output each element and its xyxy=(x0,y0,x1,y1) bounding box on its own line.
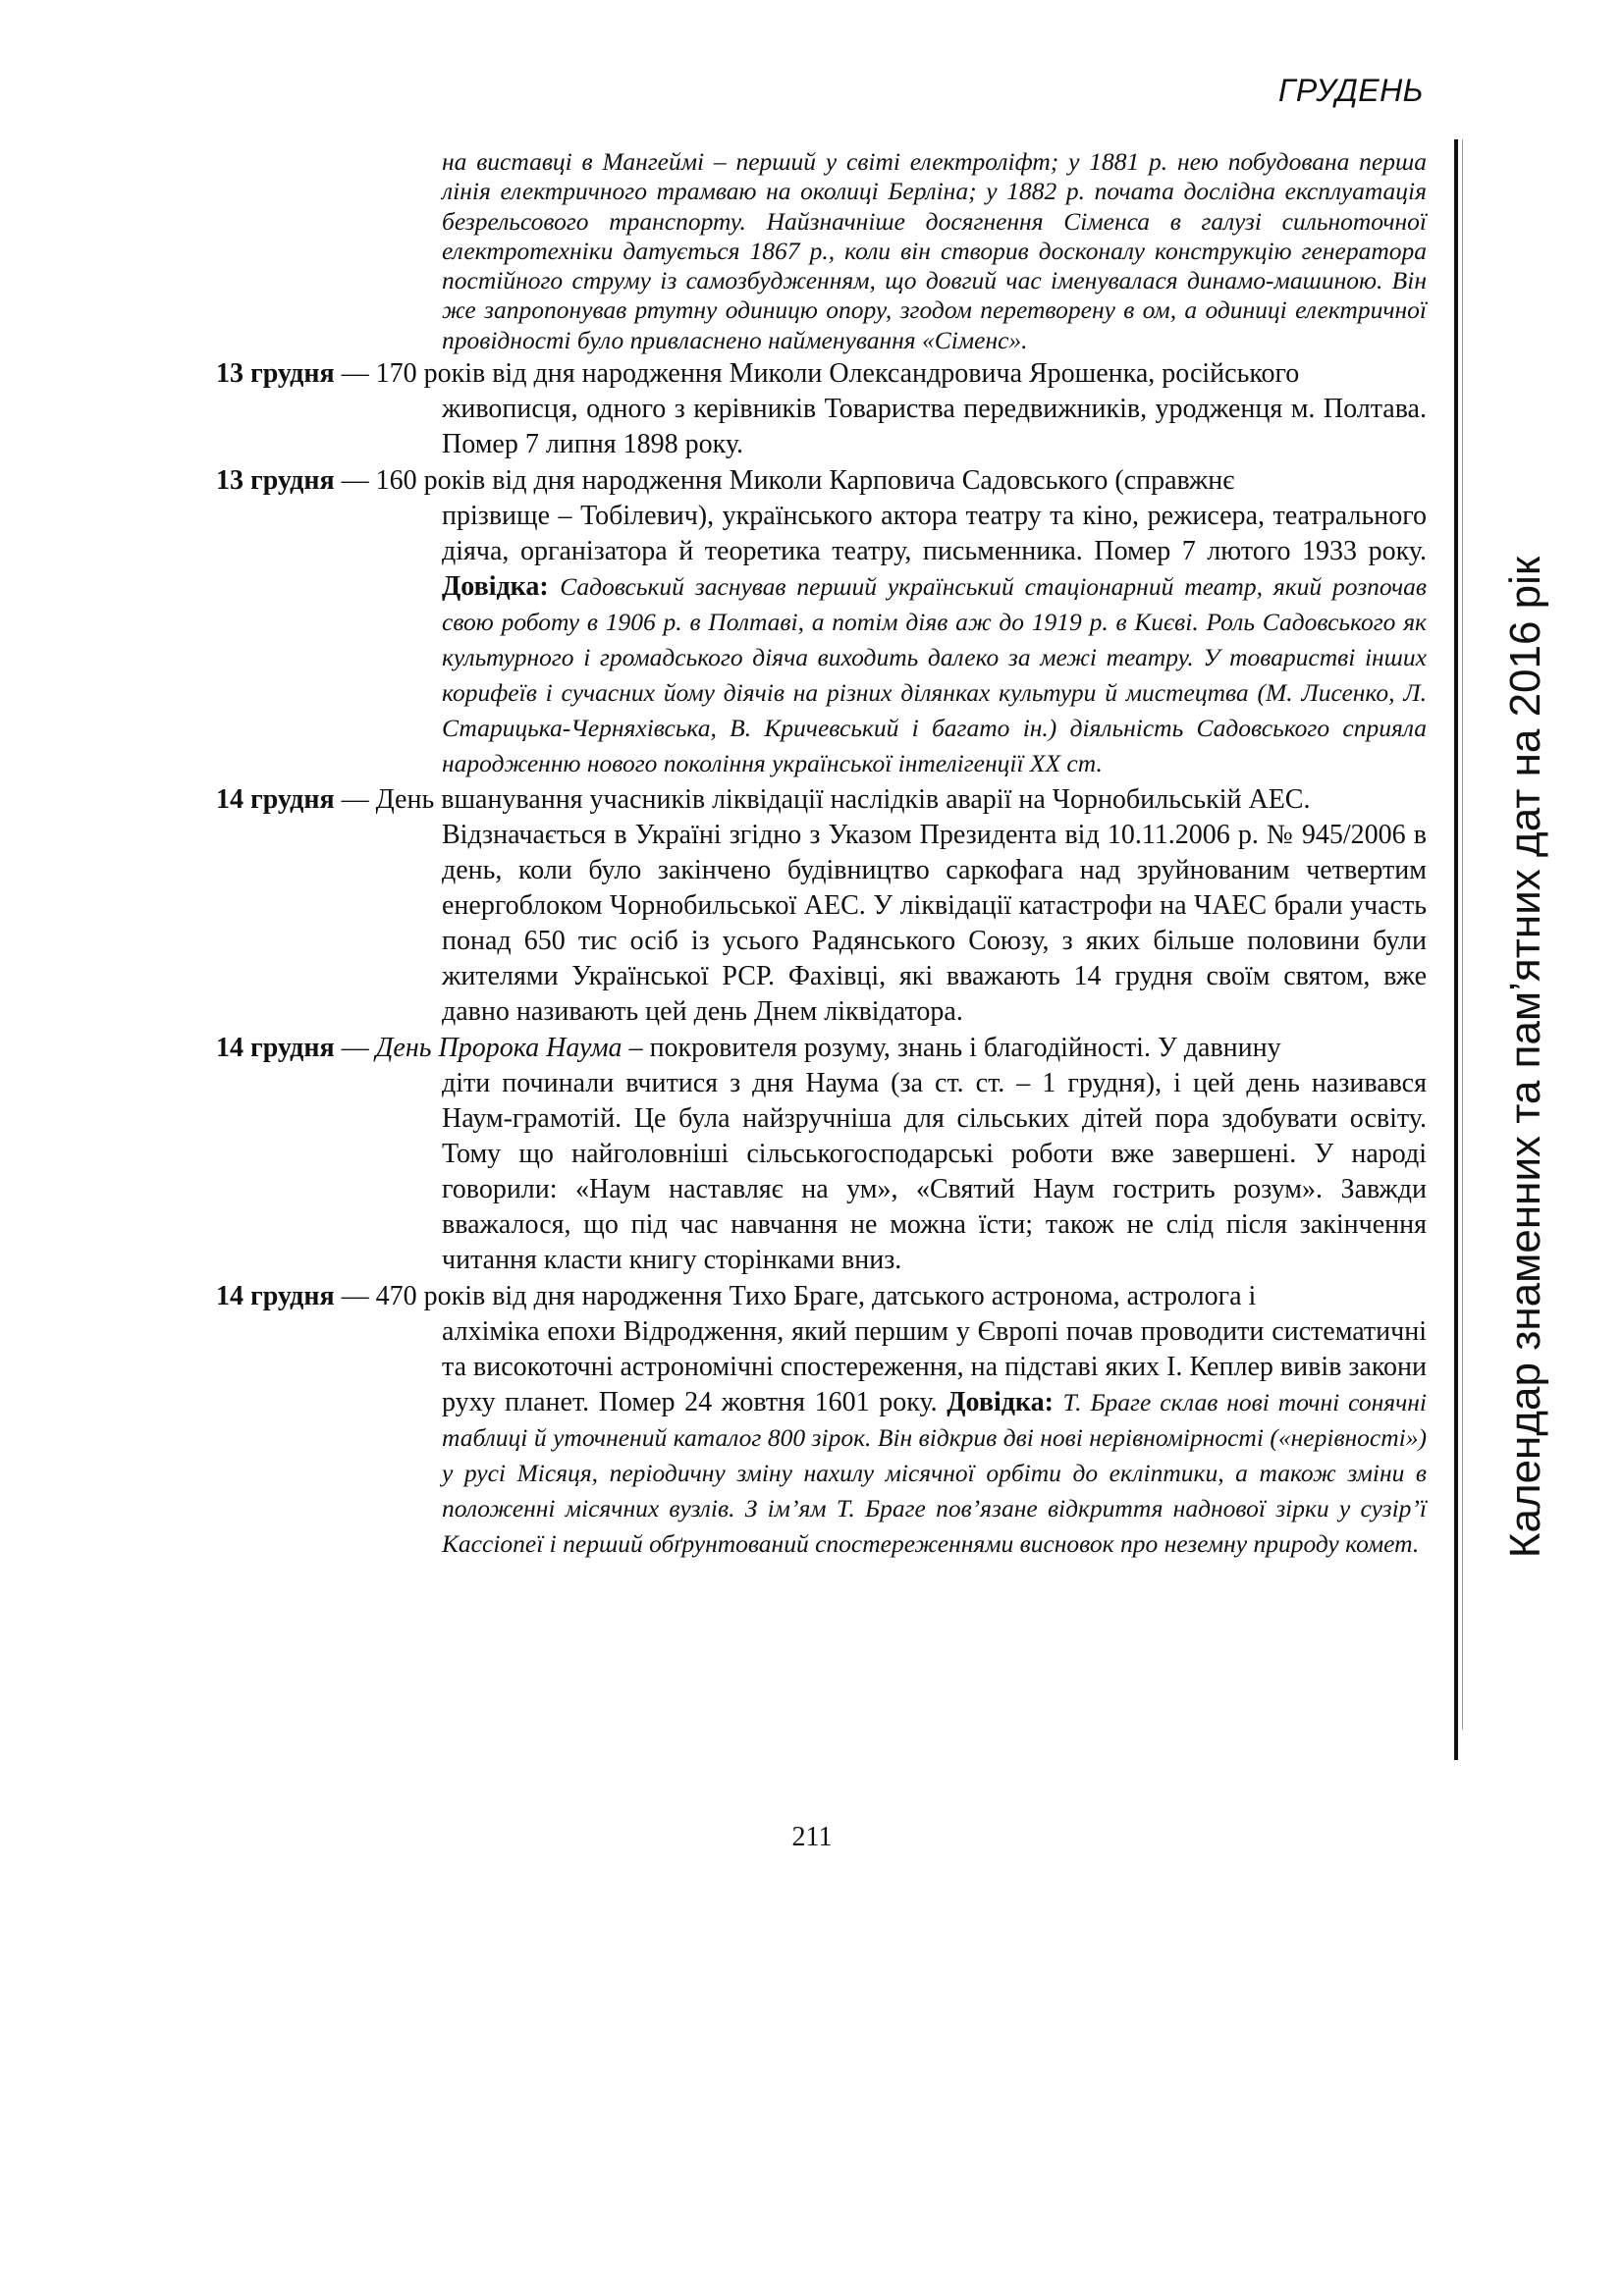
side-title: Календар знаменних та пам’ятних дат на 2016 рік xyxy=(1501,556,1549,1559)
entry-dash: — xyxy=(334,465,376,497)
continuation-paragraph: на виставці в Мангеймі – перший у світі електроліфт; у 1881 р. нею побудована перша лінія електричного трамваю на околиці Берліна; у 1882 р. почата дослідна експлуатація безрельсового транспорту. Найзначніше досягнення Сіменса в галузі сильноточної електротехніки датується 1867 р., коли він створив досконалу конструкцію генератора постійного струму із самозбудженням, що довгий час іменувалася динамо-машиною. Він же запропонував ртутну одиницю опору, згодом перетворену в ом, а одиниці електричної провідності було привласнено найменування «Сіменс». xyxy=(442,147,1427,354)
entry-text: прізвище – Тобілевич), українського актора театру та кіно, режисера, театрального діяча, організатора й теоретика театру, письменника. Помер 7 лютого 1933 року. xyxy=(442,501,1427,567)
entry-date: 14 грудня xyxy=(216,1281,335,1312)
entry-2 xyxy=(216,463,1427,781)
entry-date: 14 грудня xyxy=(216,784,335,816)
note-text: Садовський заснував перший український стаціонарний театр, який розпочав свою роботу в 1906 р. в Полтаві, а потім діяв аж до 1919 р. в Києві. Роль Садовського як культурного і громадського діяча виходить далеко за межі театру. У товаристві інших корифеїв і сучасних йому діячів на різних ділянках культури й мистецтва (М. Лисенко, Л. Старицька-Черняхівська, В. Кричевський і багато ін.) діяльність Садовського сприяла народженню нового покоління української інтелігенції XX ст. xyxy=(442,572,1427,778)
entry-dash: — xyxy=(334,358,376,390)
margin-rule xyxy=(1454,139,1458,1760)
entry-text: діти починали вчитися з дня Наума (за ст. ст. – 1 грудня), і цей день називався Наум-грамотій. Це була найзручніша для сільських дітей пора здобувати освіту. Тому що найголовніші сільськогосподарські роботи вже завершені. У народі говорили: «Наум наставляє на ум», «Святий Наум гострить розум». Завжди вважалося, що під час навчання не можна їсти; також не слід після закінчення читання класти книгу сторінками вниз. xyxy=(442,1068,1427,1276)
running-header: ГРУДЕНЬ xyxy=(1277,73,1424,108)
entry-first-line: День вшанування учасників ліквідації наслідків аварії на Чорнобильській АЕС. xyxy=(375,784,1311,816)
entry-body xyxy=(442,499,1427,781)
entry-first-line: – покровителя розуму, знань і благодійності. У давнину xyxy=(622,1033,1281,1064)
entry-first-line: 170 років від дня народження Миколи Олександровича Ярошенка, російського xyxy=(375,358,1300,390)
entry-text: Відзначається в Україні згідно з Указом Президента від 10.11.2006 р. № 945/2006 в день, коли було закінчено будівництво саркофага над зруйнованим четвертим енергоблоком Чорнобильської АЕС. У ліквідації катастрофи на ЧАЕС брали участь понад 650 тис осіб із усього Радянського Союзу, з яких більше половини були жителями Української РСР. Фахівці, які вважають 14 грудня своїм святом, вже давно називають цей день Днем ліквідатора. xyxy=(442,820,1427,1028)
margin-rule-thin xyxy=(1462,139,1463,1730)
entry-body xyxy=(442,1314,1427,1562)
entry-date: 14 грудня xyxy=(216,1033,335,1064)
entry-date: 13 грудня xyxy=(216,465,335,497)
page-body xyxy=(216,147,1427,1562)
entry-dash: — xyxy=(334,784,376,816)
note-label: Довідка: xyxy=(442,571,549,603)
entry-1 xyxy=(216,356,1427,462)
entry-dash: — xyxy=(334,1281,376,1312)
note-text: Т. Браге склав нові точні сонячні таблиці й уточнений каталог 800 зірок. Він відкрив дві нові нерівномірності («нерівності») у русі Місяця, періодичну зміну нахилу місячної орбіти до екліптики, а також зміни в положенні місячних вузлів. З ім’ям Т. Браге пов’язане відкриття наднової зірки у сузір’ї Кассіопеї і перший обґрунтований спостереженнями висновок про неземну природу комет. xyxy=(442,1388,1427,1559)
entry-5 xyxy=(216,1279,1427,1562)
page-number: 211 xyxy=(791,1822,833,1852)
entry-dash: — xyxy=(334,1033,376,1064)
entry-4 xyxy=(216,1031,1427,1278)
entry-text: живописця, одного з керівників Товариства передвижників, уродженця м. Полтава. Помер 7 липня 1898 року. xyxy=(442,394,1427,460)
note-label: Довідка: xyxy=(947,1387,1054,1418)
entry-first-line: 160 років від дня народження Миколи Карповича Садовського (справжнє xyxy=(375,465,1235,497)
entry-holiday-name: День Пророка Наума xyxy=(375,1033,623,1064)
entry-3 xyxy=(216,782,1427,1030)
entry-date: 13 грудня xyxy=(216,358,335,390)
entry-first-line: 470 років від дня народження Тихо Браге, датського астронома, астролога і xyxy=(375,1281,1257,1312)
entry-text: алхіміка епохи Відродження, який першим у Європі почав проводити систематичні та високоточні астрономічні спостереження, на підставі яких І. Кеплер вивів закони руху планет. Помер 24 жовтня 1601 року. xyxy=(442,1316,1427,1418)
